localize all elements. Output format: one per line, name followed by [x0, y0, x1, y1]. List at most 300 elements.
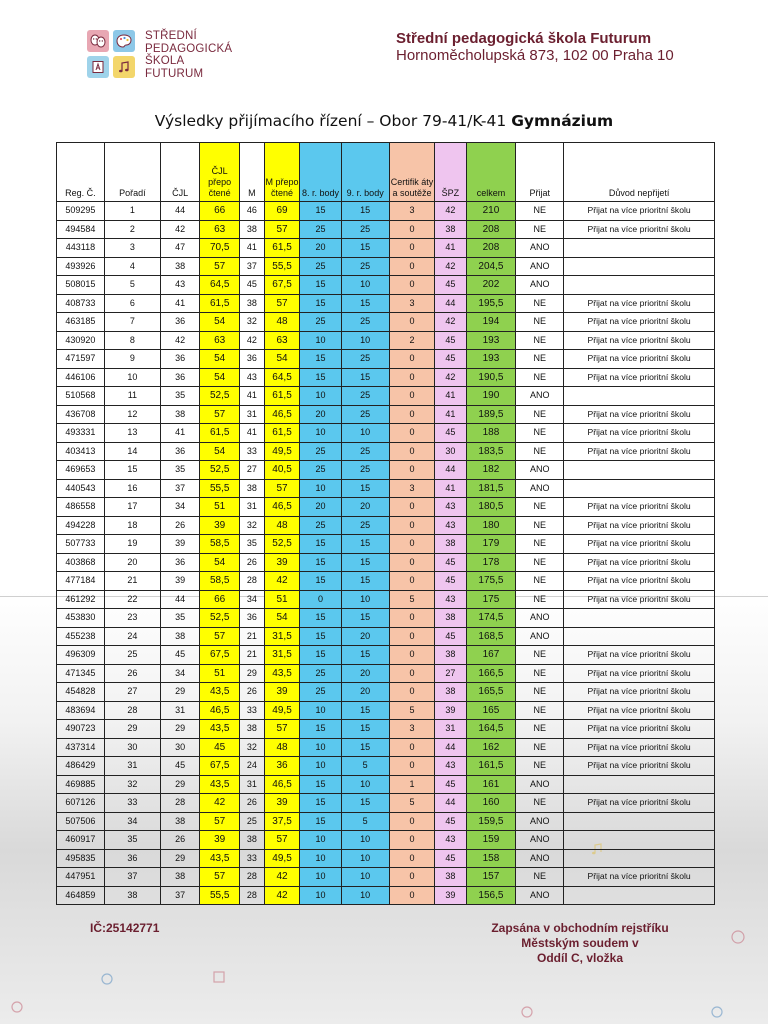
table-cell: 29	[160, 720, 200, 739]
table-cell: 39	[264, 794, 299, 813]
table-cell: ANO	[516, 849, 564, 868]
table-cell: 33	[239, 442, 264, 461]
table-cell: 490723	[57, 720, 105, 739]
table-cell: 29	[239, 664, 264, 683]
table-cell: Přijat na více prioritní školu	[564, 535, 715, 554]
table-cell: 38	[435, 609, 466, 628]
table-cell: 0	[389, 239, 435, 258]
table-cell: 45	[435, 350, 466, 369]
logo-line: FUTURUM	[145, 67, 204, 80]
table-cell: 0	[389, 886, 435, 905]
table-cell: 0	[389, 535, 435, 554]
table-cell: 26	[239, 553, 264, 572]
table-cell: 210	[466, 202, 516, 221]
table-cell: 15	[341, 368, 389, 387]
column-header: M	[239, 143, 264, 202]
table-cell: 496309	[57, 646, 105, 665]
theater-masks-icon	[87, 30, 109, 52]
table-cell	[564, 609, 715, 628]
table-cell: 51	[200, 664, 240, 683]
table-cell: 35	[160, 609, 200, 628]
table-cell: 25	[300, 442, 342, 461]
table-cell: NE	[516, 720, 564, 739]
table-cell: 21	[104, 572, 160, 591]
table-cell: 486429	[57, 757, 105, 776]
table-cell: NE	[516, 683, 564, 702]
table-cell: 25	[341, 405, 389, 424]
table-row	[57, 368, 715, 387]
table-cell: 43	[160, 276, 200, 295]
school-name: Střední pedagogická škola Futurum	[396, 30, 652, 47]
table-cell: Přijat na více prioritní školu	[564, 553, 715, 572]
table-cell: 509295	[57, 202, 105, 221]
table-row	[57, 553, 715, 572]
table-cell	[564, 461, 715, 480]
company-id: IČ:25142771	[90, 921, 160, 935]
table-cell	[564, 812, 715, 831]
table-cell: NE	[516, 424, 564, 443]
table-cell: 39	[435, 701, 466, 720]
column-header: 9. r. body	[341, 143, 389, 202]
table-cell: 194	[466, 313, 516, 332]
theater-masks-icon	[730, 930, 746, 944]
table-cell: 43	[239, 368, 264, 387]
table-row	[57, 442, 715, 461]
table-cell: 25	[341, 516, 389, 535]
table-cell: ANO	[516, 276, 564, 295]
table-cell: 403868	[57, 553, 105, 572]
table-row	[57, 590, 715, 609]
table-cell: 0	[389, 812, 435, 831]
table-cell: 6	[104, 294, 160, 313]
table-row	[57, 350, 715, 369]
table-cell: 25	[341, 313, 389, 332]
table-cell: 25	[341, 461, 389, 480]
table-cell: 45	[160, 646, 200, 665]
table-cell: Přijat na více prioritní školu	[564, 590, 715, 609]
table-cell: 33	[104, 794, 160, 813]
table-row	[57, 294, 715, 313]
table-cell: 181,5	[466, 479, 516, 498]
table-cell: 52,5	[200, 609, 240, 628]
table-cell: 20	[341, 664, 389, 683]
table-cell: 510568	[57, 387, 105, 406]
table-cell: 49,5	[264, 442, 299, 461]
table-row	[57, 516, 715, 535]
table-cell: 0	[389, 424, 435, 443]
table-cell: 61,5	[264, 387, 299, 406]
table-cell: NE	[516, 868, 564, 887]
table-cell: 38	[435, 535, 466, 554]
table-cell: 461292	[57, 590, 105, 609]
table-cell: 455238	[57, 627, 105, 646]
table-cell: 25	[300, 220, 342, 239]
table-cell: 10	[341, 775, 389, 794]
table-row	[57, 831, 715, 850]
table-cell: 57	[264, 220, 299, 239]
table-cell: 493331	[57, 424, 105, 443]
table-cell: 45	[435, 572, 466, 591]
table-cell: 26	[160, 516, 200, 535]
table-cell: 9	[104, 350, 160, 369]
table-cell: 36	[239, 609, 264, 628]
table-cell: 159	[466, 831, 516, 850]
table-cell: 41	[160, 294, 200, 313]
table-row	[57, 812, 715, 831]
table-cell: 15	[300, 775, 342, 794]
table-cell: 15	[300, 572, 342, 591]
table-cell: 29	[104, 720, 160, 739]
table-cell: NE	[516, 794, 564, 813]
register-line: Městským soudem v	[521, 936, 639, 950]
table-cell: Přijat na více prioritní školu	[564, 220, 715, 239]
table-cell: 471345	[57, 664, 105, 683]
table-cell: 38	[435, 220, 466, 239]
table-cell: 28	[160, 794, 200, 813]
table-row	[57, 757, 715, 776]
table-cell: 24	[104, 627, 160, 646]
table-cell: 54	[200, 313, 240, 332]
column-header: 8. r. body	[300, 143, 342, 202]
table-cell: 183,5	[466, 442, 516, 461]
table-cell: 52,5	[264, 535, 299, 554]
table-cell: ANO	[516, 812, 564, 831]
table-cell: 16	[104, 479, 160, 498]
table-cell: 44	[435, 294, 466, 313]
table-cell: 38	[435, 646, 466, 665]
table-cell: 21	[239, 627, 264, 646]
table-cell: 30	[160, 738, 200, 757]
table-cell: 0	[389, 516, 435, 535]
column-header: ČJL	[160, 143, 200, 202]
table-cell: 25	[104, 646, 160, 665]
table-cell: NE	[516, 664, 564, 683]
table-cell: 39	[435, 886, 466, 905]
table-cell: 42	[160, 220, 200, 239]
table-cell: 61,5	[264, 424, 299, 443]
table-cell: 38	[239, 294, 264, 313]
table-cell: 64,5	[264, 368, 299, 387]
table-cell: 0	[389, 442, 435, 461]
table-cell: 39	[160, 572, 200, 591]
table-row	[57, 461, 715, 480]
table-cell	[564, 775, 715, 794]
table-cell: 25	[300, 516, 342, 535]
table-cell: 29	[160, 775, 200, 794]
table-cell: 190	[466, 387, 516, 406]
table-cell: 3	[389, 294, 435, 313]
table-cell: 0	[389, 627, 435, 646]
table-cell: 10	[300, 424, 342, 443]
table-row	[57, 276, 715, 295]
table-cell: NE	[516, 202, 564, 221]
column-header: Certifik áty a soutěže	[389, 143, 435, 202]
table-cell: 507733	[57, 535, 105, 554]
table-cell: Přijat na více prioritní školu	[564, 331, 715, 350]
table-cell: Přijat na více prioritní školu	[564, 572, 715, 591]
table-cell: 157	[466, 868, 516, 887]
table-cell: 44	[435, 794, 466, 813]
table-cell	[564, 257, 715, 276]
table-cell: 15	[104, 461, 160, 480]
table-cell: 66	[200, 590, 240, 609]
table-cell: 15	[341, 609, 389, 628]
table-cell: 37,5	[264, 812, 299, 831]
theater-masks-icon	[10, 1000, 24, 1014]
table-cell: 38	[160, 812, 200, 831]
table-cell: 48	[264, 516, 299, 535]
palette-icon	[100, 972, 114, 986]
table-cell: 15	[300, 276, 342, 295]
table-cell: 51	[264, 590, 299, 609]
table-cell: 36	[160, 350, 200, 369]
table-cell: 31	[160, 701, 200, 720]
table-cell: 36	[160, 442, 200, 461]
table-cell: 52,5	[200, 461, 240, 480]
table-cell: 25	[239, 812, 264, 831]
table-cell: 10	[341, 276, 389, 295]
table-cell: 15	[341, 553, 389, 572]
table-cell: ANO	[516, 257, 564, 276]
table-cell: 44	[435, 738, 466, 757]
table-cell: 32	[239, 516, 264, 535]
table-cell: 15	[300, 294, 342, 313]
table-cell: 49,5	[264, 849, 299, 868]
table-cell: 1	[104, 202, 160, 221]
table-cell: 15	[300, 794, 342, 813]
table-cell: 36	[160, 368, 200, 387]
table-row	[57, 775, 715, 794]
table-row	[57, 849, 715, 868]
table-cell: 42	[435, 257, 466, 276]
table-cell: 204,5	[466, 257, 516, 276]
school-address: Hornoměcholupská 873, 102 00 Praha 10	[396, 47, 674, 64]
column-header: Důvod nepřijetí	[564, 143, 715, 202]
table-cell: 15	[341, 720, 389, 739]
table-cell: 30	[104, 738, 160, 757]
table-cell: 453830	[57, 609, 105, 628]
table-cell: 55,5	[200, 886, 240, 905]
table-cell: 29	[160, 683, 200, 702]
table-cell: 166,5	[466, 664, 516, 683]
table-cell: 54	[200, 442, 240, 461]
table-cell: 493926	[57, 257, 105, 276]
table-cell: 57	[200, 257, 240, 276]
table-row	[57, 609, 715, 628]
table-cell: 10	[104, 368, 160, 387]
book-icon	[87, 56, 109, 78]
table-cell: 51	[200, 498, 240, 517]
table-row	[57, 424, 715, 443]
table-cell: 48	[264, 313, 299, 332]
table-cell: 38	[435, 683, 466, 702]
table-cell: 37	[160, 479, 200, 498]
table-cell: 54	[200, 553, 240, 572]
title-main: Výsledky přijímacího řízení – Obor 79-41/K-41	[154, 112, 507, 130]
table-cell: 34	[104, 812, 160, 831]
table-cell: 167	[466, 646, 516, 665]
logo-wordmark	[145, 30, 232, 80]
table-cell: 464859	[57, 886, 105, 905]
table-cell: 0	[389, 849, 435, 868]
table-cell: 45	[435, 849, 466, 868]
table-cell	[564, 479, 715, 498]
table-cell: 20	[341, 498, 389, 517]
table-cell: 460917	[57, 831, 105, 850]
table-cell: 45	[160, 757, 200, 776]
table-cell: 57	[200, 405, 240, 424]
table-cell: 161,5	[466, 757, 516, 776]
table-cell: 43	[435, 757, 466, 776]
table-cell: Přijat na více prioritní školu	[564, 794, 715, 813]
table-cell: 25	[300, 683, 342, 702]
table-cell: 180,5	[466, 498, 516, 517]
table-cell: 27	[435, 664, 466, 683]
table-cell: 46,5	[264, 775, 299, 794]
table-cell: 165,5	[466, 683, 516, 702]
logo-line: PEDAGOGICKÁ	[145, 42, 233, 55]
table-cell: 38	[160, 868, 200, 887]
table-row	[57, 868, 715, 887]
table-cell: 0	[389, 220, 435, 239]
table-row	[57, 479, 715, 498]
table-cell: 63	[200, 220, 240, 239]
table-cell: 26	[104, 664, 160, 683]
table-row	[57, 257, 715, 276]
table-cell: 70,5	[200, 239, 240, 258]
table-cell: 7	[104, 313, 160, 332]
table-row	[57, 535, 715, 554]
table-cell: ANO	[516, 627, 564, 646]
table-cell: 403413	[57, 442, 105, 461]
table-row	[57, 627, 715, 646]
table-cell: 43	[435, 498, 466, 517]
table-cell: Přijat na více prioritní školu	[564, 738, 715, 757]
table-cell	[564, 886, 715, 905]
column-header: Přijat	[516, 143, 564, 202]
table-cell: 57	[264, 720, 299, 739]
document-title	[0, 112, 768, 130]
table-cell: 45	[435, 553, 466, 572]
table-cell: 0	[389, 461, 435, 480]
register-line: Oddíl C, vložka	[536, 951, 623, 965]
table-cell: NE	[516, 590, 564, 609]
table-cell: 43,5	[200, 720, 240, 739]
table-cell: 15	[341, 202, 389, 221]
table-cell: NE	[516, 646, 564, 665]
table-cell: 10	[341, 886, 389, 905]
table-cell: 5	[389, 590, 435, 609]
table-cell: ANO	[516, 886, 564, 905]
table-cell: 42	[160, 331, 200, 350]
table-cell: 31	[239, 498, 264, 517]
table-row	[57, 664, 715, 683]
table-cell: 42	[435, 202, 466, 221]
table-cell: 39	[200, 831, 240, 850]
table-cell: 0	[389, 572, 435, 591]
table-cell: 43	[435, 590, 466, 609]
table-cell: Přijat na více prioritní školu	[564, 368, 715, 387]
table-cell: 495835	[57, 849, 105, 868]
table-cell: 42	[200, 794, 240, 813]
table-cell: 34	[160, 664, 200, 683]
table-row	[57, 331, 715, 350]
table-cell: NE	[516, 350, 564, 369]
table-row	[57, 498, 715, 517]
table-cell: 15	[341, 794, 389, 813]
table-cell: 37	[239, 257, 264, 276]
table-cell: 58,5	[200, 535, 240, 554]
table-cell: 46,5	[264, 405, 299, 424]
table-cell: ANO	[516, 479, 564, 498]
table-cell: 10	[300, 331, 342, 350]
table-cell: 41	[160, 424, 200, 443]
table-cell: 182	[466, 461, 516, 480]
table-cell: 69	[264, 202, 299, 221]
table-cell: 161	[466, 775, 516, 794]
table-cell: 40,5	[264, 461, 299, 480]
table-cell: 160	[466, 794, 516, 813]
table-cell	[564, 239, 715, 258]
table-cell: 36	[160, 553, 200, 572]
table-cell: 494584	[57, 220, 105, 239]
table-cell: NE	[516, 738, 564, 757]
table-cell: ANO	[516, 387, 564, 406]
logo-line: STŘEDNÍ	[145, 30, 197, 42]
table-cell: 0	[389, 609, 435, 628]
table-cell: Přijat na více prioritní školu	[564, 701, 715, 720]
table-cell: 5	[104, 276, 160, 295]
table-cell: 28	[239, 886, 264, 905]
register-info	[470, 921, 690, 966]
table-cell: NE	[516, 220, 564, 239]
table-cell: 0	[389, 868, 435, 887]
logo-icon-grid	[87, 30, 135, 78]
column-header: ČJL přepo čtené	[200, 143, 240, 202]
table-cell: 42	[264, 868, 299, 887]
table-row	[57, 387, 715, 406]
table-cell: 164,5	[466, 720, 516, 739]
table-cell: Přijat na více prioritní školu	[564, 294, 715, 313]
table-cell: 208	[466, 239, 516, 258]
table-cell: 0	[389, 257, 435, 276]
table-cell: 15	[341, 294, 389, 313]
table-cell: NE	[516, 313, 564, 332]
table-cell: Přijat na více prioritní školu	[564, 202, 715, 221]
table-cell: 178	[466, 553, 516, 572]
table-cell: 10	[341, 831, 389, 850]
table-cell: Přijat na více prioritní školu	[564, 720, 715, 739]
table-cell: 10	[300, 757, 342, 776]
table-cell: 208	[466, 220, 516, 239]
table-cell: 25	[341, 220, 389, 239]
table-cell: 508015	[57, 276, 105, 295]
table-cell: 26	[239, 794, 264, 813]
table-cell: 29	[160, 849, 200, 868]
table-cell: 26	[239, 683, 264, 702]
table-cell: 41	[435, 387, 466, 406]
table-cell: 25	[341, 257, 389, 276]
table-cell: NE	[516, 701, 564, 720]
table-cell: 31,5	[264, 627, 299, 646]
palette-icon	[113, 30, 135, 52]
column-header: ŠPZ	[435, 143, 466, 202]
table-cell: 15	[341, 239, 389, 258]
table-cell: 10	[341, 868, 389, 887]
table-cell: 437314	[57, 738, 105, 757]
table-cell: 446106	[57, 368, 105, 387]
table-cell: 49,5	[264, 701, 299, 720]
